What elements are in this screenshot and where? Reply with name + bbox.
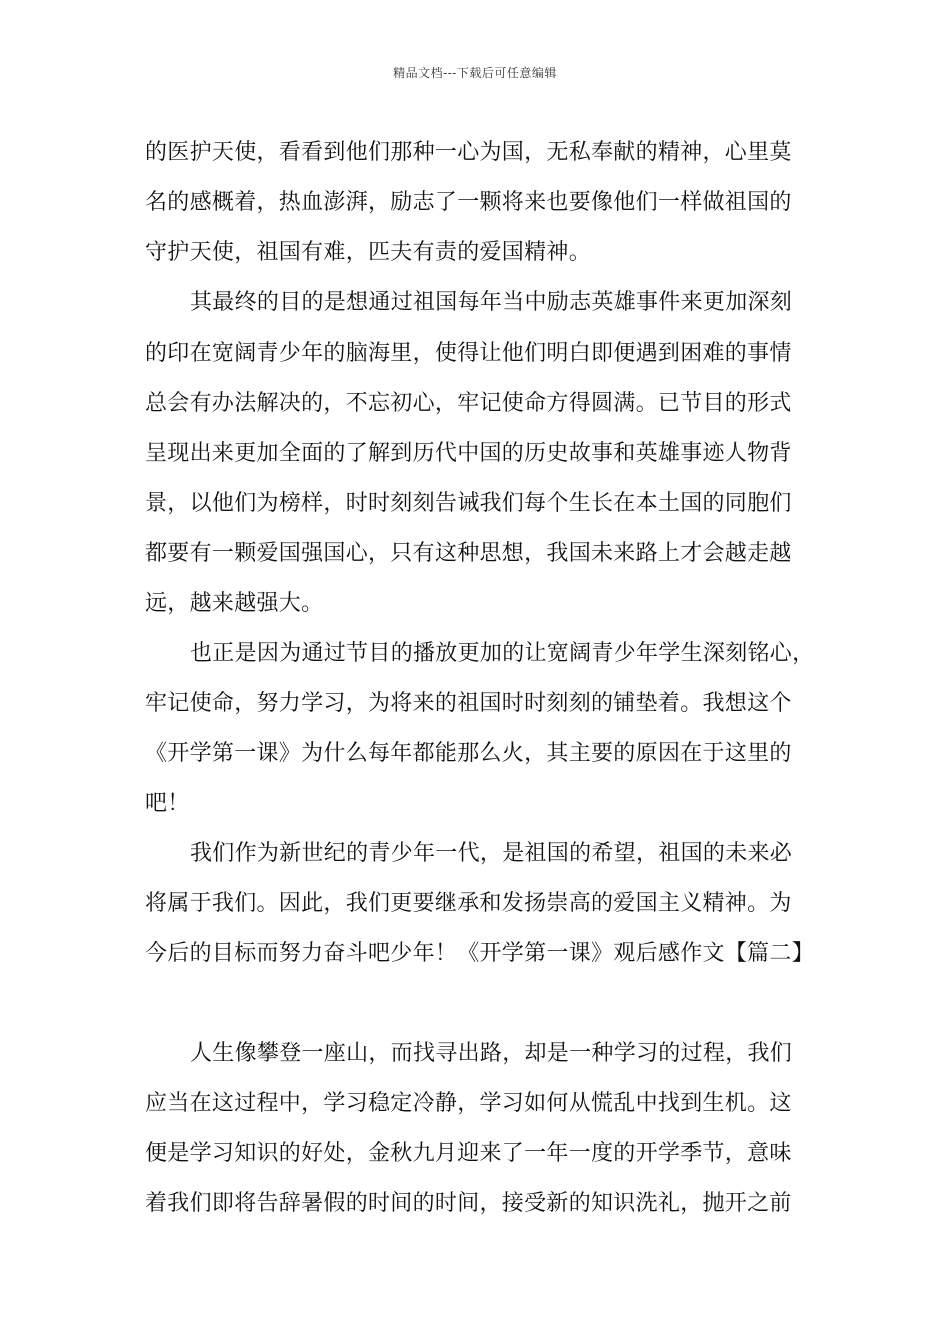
body-line: 都要有一颗爱国强国心，只有这种思想，我国未来路上才会越走越 — [145, 541, 792, 566]
body-line: 牢记使命，努力学习，为将来的祖国时时刻刻的铺垫着。我想这个 — [145, 691, 792, 716]
body-line: 着我们即将告辞暑假的时间的时间，接受新的知识洗礼，抛开之前 — [145, 1191, 792, 1216]
body-line: 将属于我们。因此，我们更要继承和发扬崇高的爱国主义精神。为 — [145, 891, 792, 916]
paragraph-first-line: 我们作为新世纪的青少年一代，是祖国的希望，祖国的未来必 — [190, 841, 793, 866]
body-line: 景，以他们为榜样，时时刻刻告诫我们每个生长在本土国的同胞们 — [145, 491, 792, 516]
body-line: 守护天使，祖国有难，匹夫有责的爱国精神。 — [145, 240, 592, 265]
paragraph-first-line: 其最终的目的是想通过祖国每年当中励志英雄事件来更加深刻 — [190, 290, 793, 315]
body-line: 总会有办法解决的，不忘初心，牢记使命方得圆满。已节目的形式 — [145, 391, 792, 416]
body-line: 的医护天使，看看到他们那种一心为国，无私奉献的精神，心里莫 — [145, 140, 792, 165]
body-line: 名的感概着，热血澎湃，励志了一颗将来也要像他们一样做祖国的 — [145, 190, 792, 215]
body-line: 《开学第一课》为什么每年都能那么火，其主要的原因在于这里的 — [145, 741, 792, 766]
page-header: 精品文档---下载后可任意编辑 — [393, 66, 557, 80]
body-line: 吧！ — [145, 791, 190, 816]
body-line: 呈现出来更加全面的了解到历代中国的历史故事和英雄事迹人物背 — [145, 441, 792, 466]
section-heading-line: 今后的目标而努力奋斗吧少年！《开学第一课》观后感作文【篇二】 — [145, 941, 815, 966]
body-line: 远，越来越强大。 — [145, 591, 324, 616]
paragraph-first-line: 也正是因为通过节目的播放更加的让宽阔青少年学生深刻铭心， — [190, 641, 815, 666]
body-line: 的印在宽阔青少年的脑海里，使得让他们明白即便遇到困难的事情 — [145, 341, 792, 366]
body-line: 应当在这过程中，学习稳定冷静，学习如何从慌乱中找到生机。这 — [145, 1091, 792, 1116]
body-line: 便是学习知识的好处，金秋九月迎来了一年一度的开学季节，意味 — [145, 1141, 792, 1166]
paragraph-first-line: 人生像攀登一座山，而找寻出路，却是一种学习的过程，我们 — [190, 1041, 793, 1066]
